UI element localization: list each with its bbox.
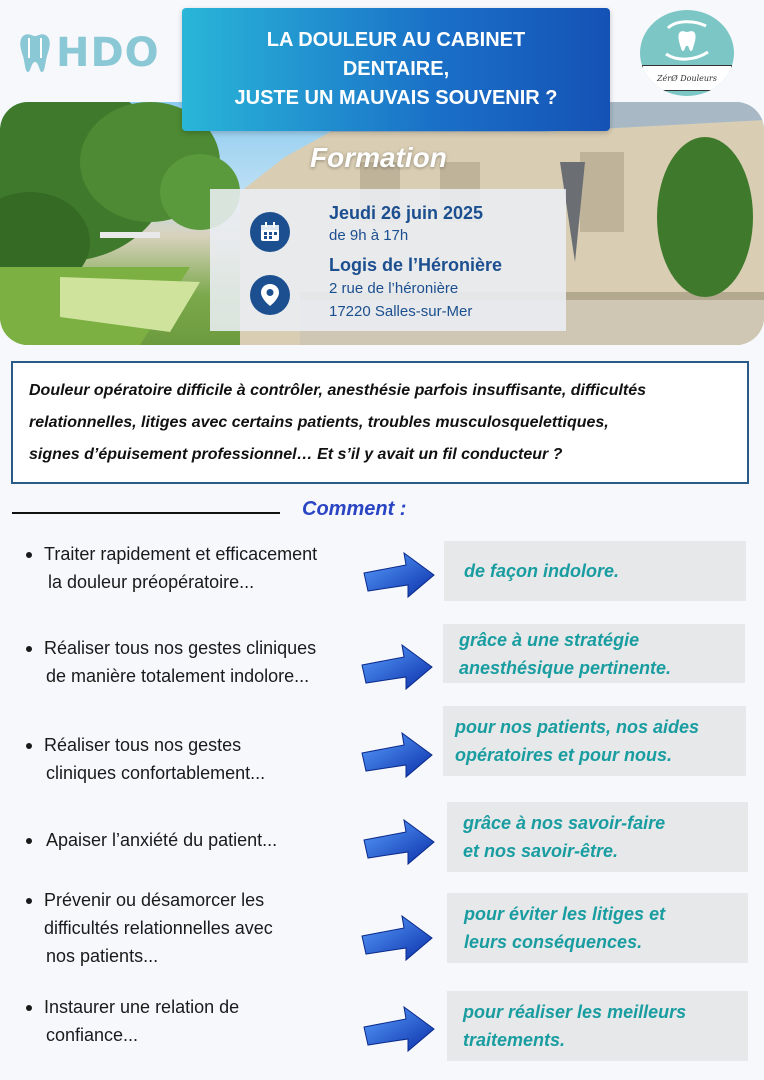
row-3-goal-line-1: Réaliser tous nos gestes (44, 735, 242, 755)
intro-line-1: Douleur opératoire difficile à contrôler, anesthésie parfois insuffisante, difficultés (29, 382, 647, 399)
row-4-goal-line-1: Apaiser l’anxiété du patient... (46, 830, 278, 850)
arrow-right-icon (360, 731, 434, 779)
row-2-method-line-1: grâce à une stratégie (459, 629, 640, 650)
row-6-method (447, 991, 748, 1061)
row-1-goal-line-1: Traiter rapidement et efficacement (44, 544, 318, 564)
row-4-method-line-1: grâce à nos savoir-faire (463, 813, 666, 833)
zero-douleurs-label: ZérØ Douleurs (642, 65, 732, 91)
divider-line (12, 512, 280, 514)
row-5-method (447, 893, 748, 963)
row-5-method-line-2: leurs conséquences. (464, 932, 643, 952)
row-1-goal-line-2: la douleur préopératoire... (48, 572, 255, 592)
row-5-method-line-1: pour éviter les litiges et (464, 904, 666, 924)
intro-line-2: relationnelles, litiges avec certains patients, troubles musculosquelettiques, (29, 414, 609, 431)
row-2-goal-line-1: Réaliser tous nos gestes cliniques (44, 638, 317, 658)
tooth-icon (18, 32, 52, 74)
event-info-card (210, 189, 566, 331)
title-line-2: DENTAIRE, (342, 58, 450, 80)
arrow-right-icon (362, 1005, 436, 1053)
row-6-method-line-1: pour réaliser les meilleurs (463, 1002, 687, 1022)
intro-line-3: signes d’épuisement professionnel… Et s’il y avait un fil conducteur ? (29, 446, 563, 463)
row-5-goal-line-2: difficultés relationnelles avec (44, 918, 273, 938)
row-5-goal (26, 886, 366, 970)
row-1-method (444, 541, 746, 601)
row-3-goal-line-2: cliniques confortablement... (46, 763, 266, 783)
row-3-method (443, 706, 746, 776)
row-6-goal (26, 993, 366, 1049)
bullet-icon (26, 646, 32, 652)
arrow-right-icon (360, 643, 434, 691)
row-6-goal-line-1: Instaurer une relation de (44, 997, 240, 1017)
bullet-icon (26, 898, 32, 904)
venue-address-line-2: 17220 Salles-sur-Mer (329, 303, 473, 320)
intro-box (11, 361, 749, 484)
row-5-goal-line-1: Prévenir ou désamorcer les (44, 890, 265, 910)
comment-heading: Comment : (302, 498, 407, 520)
row-2-method (443, 624, 745, 683)
bullet-icon (26, 743, 32, 749)
bullet-icon (26, 838, 32, 844)
row-2-goal-line-2: de manière totalement indolore... (46, 666, 310, 686)
calendar-icon (250, 212, 290, 252)
event-date: Jeudi 26 juin 2025 (329, 203, 484, 223)
bullet-icon (26, 552, 32, 558)
row-4-method (447, 802, 748, 872)
title-line-3: JUSTE UN MAUVAIS SOUVENIR ? (234, 87, 558, 109)
location-pin-icon (250, 275, 290, 315)
row-2-method-line-2: anesthésique pertinente. (459, 657, 672, 678)
arrow-right-icon (362, 818, 436, 866)
hdo-logo (18, 30, 160, 76)
title-banner (182, 8, 610, 131)
row-1-goal (26, 540, 366, 596)
row-3-goal (26, 731, 366, 787)
hdo-logo-text: HDO (56, 30, 160, 76)
title-line-1: LA DOULEUR AU CABINET (266, 29, 526, 51)
row-6-method-line-2: traitements. (463, 1030, 566, 1050)
row-6-goal-line-2: confiance... (46, 1025, 139, 1045)
arrow-right-icon (362, 551, 436, 599)
row-3-method-line-2: opératoires et pour nous. (455, 745, 673, 765)
venue-address-line-1: 2 rue de l’héronière (329, 280, 459, 297)
bullet-icon (26, 1005, 32, 1011)
row-3-method-line-1: pour nos patients, nos aides (455, 717, 700, 737)
hands-tooth-icon (662, 18, 712, 62)
row-5-goal-line-3: nos patients... (46, 946, 159, 966)
zero-douleurs-logo (640, 10, 734, 96)
venue-name: Logis de l’Héronière (329, 255, 503, 275)
event-hours: de 9h à 17h (329, 227, 409, 244)
arrow-right-icon (360, 914, 434, 962)
row-2-goal (26, 634, 366, 690)
row-4-goal (26, 826, 366, 854)
formation-label: Formation (310, 142, 447, 173)
row-4-method-line-2: et nos savoir-être. (463, 841, 619, 861)
row-1-method-line-1: de façon indolore. (464, 561, 620, 581)
